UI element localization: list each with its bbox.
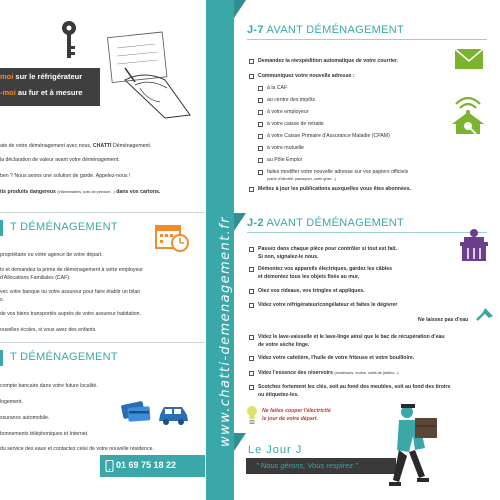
credit-card-car-icon: [120, 397, 192, 427]
intro-line: ate de votre déménagement avec nous, CHATTI Déménagement.: [0, 143, 152, 149]
intro-line: la déclaration de valeur avant votre déménagement.: [0, 157, 120, 163]
j2-item: Videz votre cafetière, l'huile de votre friteuse et votre bouilloire.: [258, 355, 415, 361]
j7-item: Mettez à jour les publications auxquelles vous êtes abonnées.: [258, 186, 412, 192]
checkbox[interactable]: [258, 98, 263, 103]
j7-subitem-note: (carte d'identité, passeport, carte grise...): [267, 177, 336, 181]
j7-subitem: à votre caisse de retraite: [267, 121, 324, 127]
hero-line-1: moi sur le réfrigérateur: [0, 72, 83, 81]
section2-line: propriétaire ou votre agence de votre départ.: [0, 252, 103, 258]
j7-subitem: au centre des impôts: [267, 97, 316, 103]
smart-home-icon: [448, 94, 488, 134]
j2-item: de votre sèche linge.: [258, 342, 310, 348]
hero-band: [0, 68, 100, 106]
section-header: [0, 348, 205, 368]
electricity-warning: le jour de votre départ.: [262, 416, 318, 422]
section-rule: [247, 39, 487, 40]
intro-line: ben ? Nous avons une solution de garde. Appelez-nous !: [0, 173, 131, 179]
plug-icon: [475, 306, 495, 322]
j2-item: Videz votre réfrigérateur/congélateur et faites le dégivrer: [258, 302, 398, 308]
j2-item: ou étiquetez-les.: [258, 392, 299, 398]
checkbox[interactable]: [258, 134, 263, 139]
checkbox[interactable]: [249, 385, 254, 390]
hero-line-2: -moi au fur et à mesure: [0, 88, 83, 97]
j7-item: Demandez la réexpédition automatique de votre courrier.: [258, 58, 399, 64]
j2-item: Démontez vos appareils électriques, gardez les câbles: [258, 266, 393, 272]
checkbox[interactable]: [258, 146, 263, 151]
section-divider: [0, 342, 205, 343]
checkbox[interactable]: [249, 289, 254, 294]
section2-line: de vos biens transportés auprès de votre assureur habitation.: [0, 311, 142, 317]
fold-corner: [234, 433, 246, 451]
checkbox[interactable]: [258, 86, 263, 91]
j7-subitem: à votre mutuelle: [267, 145, 304, 151]
j2-item: et démontez tous les objets fixés au mur.: [258, 274, 360, 280]
checkbox[interactable]: [249, 247, 254, 252]
j2-item: Si non, signalez-le nous.: [258, 254, 319, 260]
website-url[interactable]: www.chatti-demenagement.fr: [218, 216, 233, 447]
j7-subitem: à votre employeur: [267, 109, 309, 115]
key-icon: [60, 20, 78, 60]
j7-subitem: faites modifier votre nouvelle adresse sur vos papiers officiels: [267, 169, 409, 175]
slogan-band: [246, 458, 396, 474]
j2-item: Scotchez fortement les clés, soit au fond des meubles, soit au fond des tiroirs: [258, 384, 451, 390]
checkbox[interactable]: [249, 59, 254, 64]
section2-line: ouvelles écoles, si vous avez des enfants.: [0, 327, 97, 333]
hand-writing-illustration: [105, 30, 205, 120]
section3-line: compte bancaire dans votre future localité.: [0, 383, 98, 389]
j2-title: J-2 AVANT DÉMÉNAGEMENT: [247, 217, 404, 229]
reminder-note: Ne laissez pas d'eau: [418, 317, 469, 323]
section-title: T DÉMÉNAGEMENT: [10, 351, 118, 363]
section-title: T DÉMÉNAGEMENT: [10, 221, 118, 233]
j7-subitem: au Pôle Emploi: [267, 157, 302, 163]
mail-icon: [454, 48, 484, 70]
phone-icon: [105, 460, 114, 472]
j2-item: Videz le lave-vaisselle et le lave-linge ainsi que le bac de récupération d'eau: [258, 334, 445, 340]
j7-subitem: à votre Caisse Primaire d'Assurance Maladie (CPAM): [267, 133, 390, 139]
checkbox[interactable]: [258, 158, 263, 163]
phone-number: 01 69 75 18 22: [116, 460, 177, 470]
mover-carrying-box-icon: [385, 400, 455, 495]
checkbox[interactable]: [258, 110, 263, 115]
section2-line: vec votre banque ou votre assureur pour faire établir un bilan: [0, 289, 141, 295]
jour-j-title: Le Jour J: [248, 444, 303, 456]
checkbox[interactable]: [249, 335, 254, 340]
calendar-clock-icon: [155, 222, 189, 252]
j2-item: Passez dans chaque pièce pour contrôler si tout est fait.: [258, 246, 397, 252]
j7-item: Communiquez votre nouvelle adresse :: [258, 73, 355, 79]
fold-corner: [234, 213, 246, 231]
checkbox[interactable]: [249, 356, 254, 361]
j7-subitem: à la CAF: [267, 85, 288, 91]
checkbox[interactable]: [249, 74, 254, 79]
section3-line: du service des eaux et contactez celui de votre nouvelle résidence.: [0, 446, 154, 452]
j7-title: J-7 AVANT DÉMÉNAGEMENT: [247, 24, 404, 36]
section3-line: ssurance automobile.: [0, 415, 50, 421]
checkbox[interactable]: [249, 187, 254, 192]
j2-item: Otez vos rideaux, vos tringles et appliques.: [258, 288, 365, 294]
lightbulb-icon: [246, 405, 258, 425]
left-panel: [0, 0, 205, 500]
section2-line: s.: [0, 297, 5, 303]
section-divider: [0, 212, 205, 213]
checkbox[interactable]: [258, 170, 263, 175]
intro-line: its produits dangereux (inflammables, pots de peinture...) dans vos cartons.: [0, 189, 161, 195]
j2-item: Videz l'essence des réservoirs (tondeuses, motos, outils de jardins...).: [258, 370, 400, 376]
section3-line: logement.: [0, 399, 23, 405]
section2-line: ts et demandez la prime de déménagement à votre employeur: [0, 267, 144, 273]
checkbox[interactable]: [249, 303, 254, 308]
slogan: " Nous gérons, Vous respirez ": [256, 461, 358, 470]
phone-banner[interactable]: [100, 455, 205, 477]
section-rule: [247, 232, 487, 233]
checkbox[interactable]: [249, 267, 254, 272]
laundry-basket-icon: [458, 228, 490, 262]
section2-line: d'Allocations Familiales (CAF).: [0, 275, 71, 281]
j7-header: [247, 24, 497, 44]
section3-line: bonnements téléphoniques et Internet.: [0, 431, 89, 437]
fold-corner: [234, 0, 246, 18]
checkbox[interactable]: [258, 122, 263, 127]
electricity-warning: Ne faites couper l'électricité: [262, 408, 331, 414]
checkbox[interactable]: [249, 371, 254, 376]
